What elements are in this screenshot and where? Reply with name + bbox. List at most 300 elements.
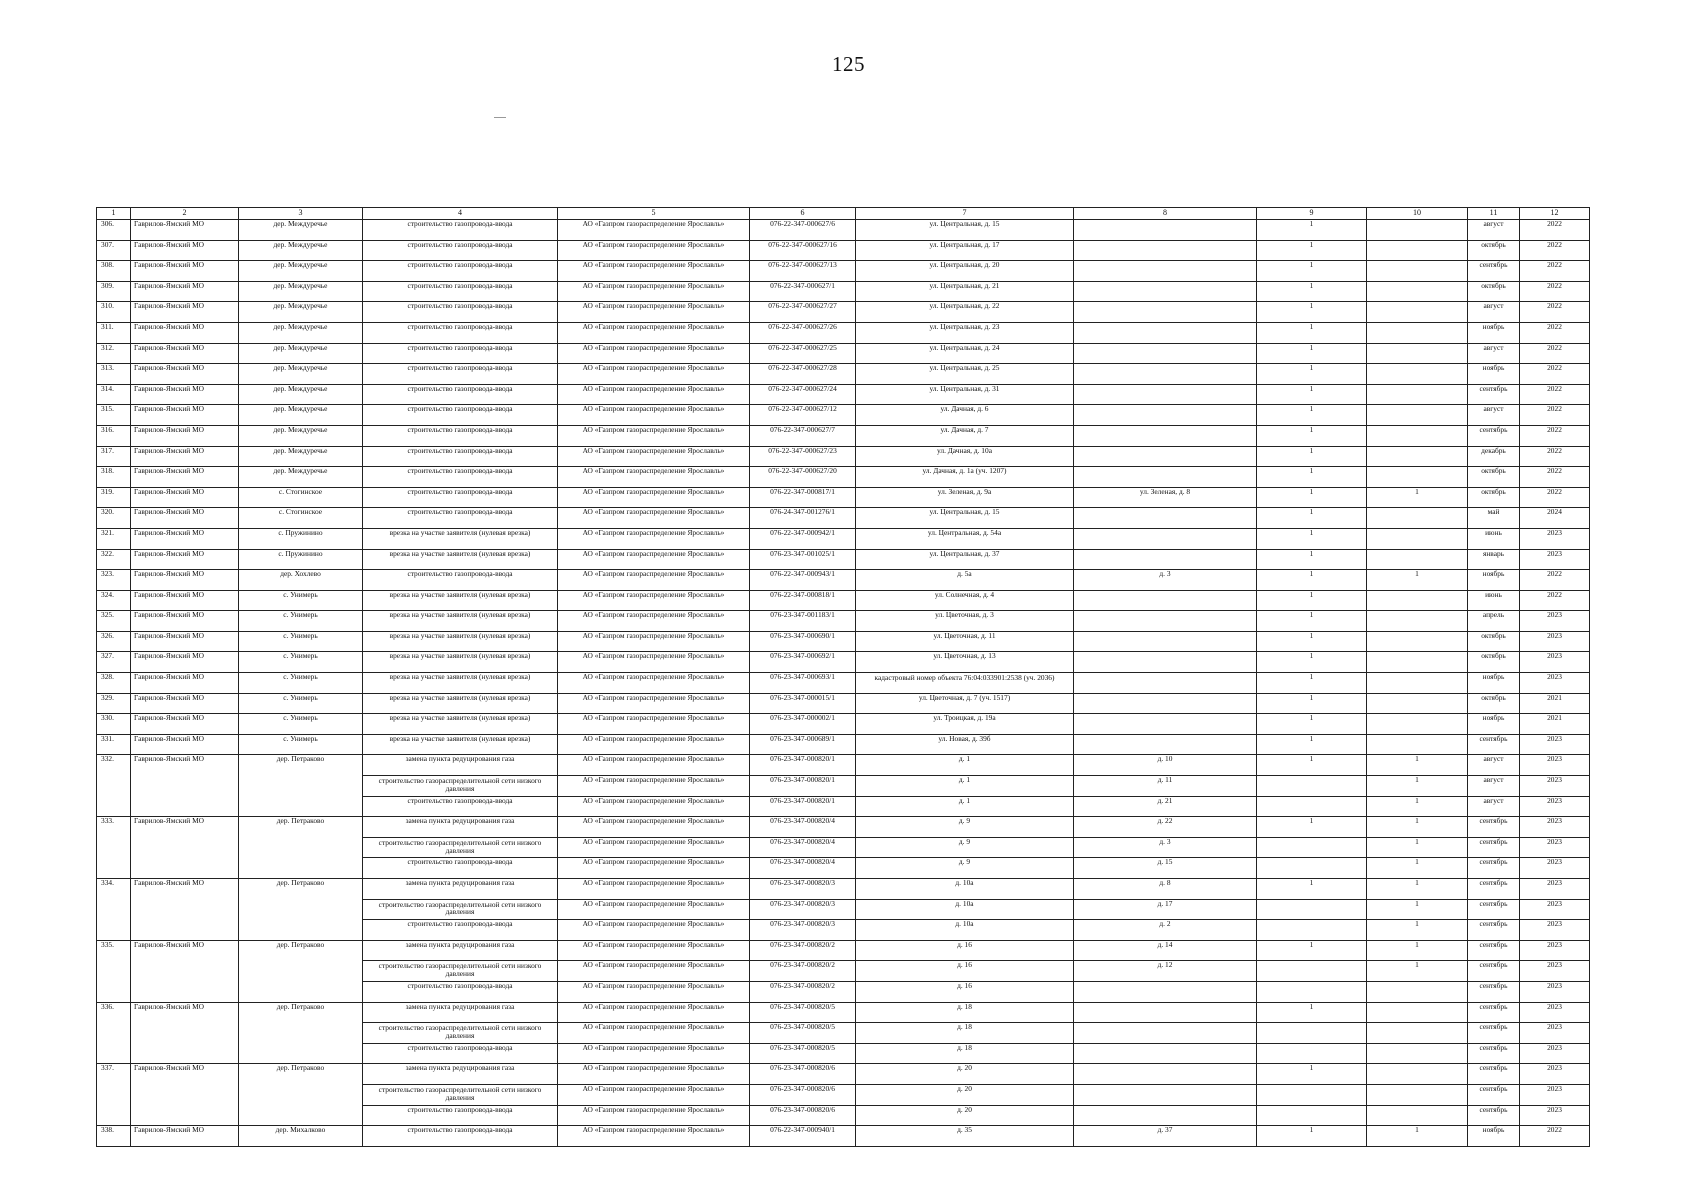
count-col9-cell: 1 bbox=[1257, 879, 1367, 900]
count-col9-cell: 1 bbox=[1257, 508, 1367, 529]
organization-cell: АО «Газпром газораспределение Ярославль» bbox=[558, 920, 750, 941]
settlement-cell: дер. Междуречье bbox=[239, 220, 363, 241]
settlement-cell: дер. Петраково bbox=[239, 755, 363, 776]
table-row bbox=[97, 405, 1590, 426]
year-cell: 2023 bbox=[1520, 817, 1590, 838]
application-code-cell: 076-22-347-000942/1 bbox=[750, 528, 856, 549]
month-cell: октябрь bbox=[1468, 652, 1520, 673]
address-cell: кадастровый номер объекта 76:04:033901:2538 (уч. 2036) bbox=[856, 673, 1074, 694]
work-type-cell: врезка на участке заявителя (нулевая врезка) bbox=[363, 631, 558, 652]
work-type-cell: строительство газопровода-ввода bbox=[363, 508, 558, 529]
month-cell: сентябрь bbox=[1468, 899, 1520, 920]
address-cell: ул. Цветочная, д. 11 bbox=[856, 631, 1074, 652]
year-cell: 2022 bbox=[1520, 302, 1590, 323]
application-code-cell: 076-22-347-000627/13 bbox=[750, 261, 856, 282]
count-col9-cell: 1 bbox=[1257, 755, 1367, 776]
address-secondary-cell: д. 8 bbox=[1074, 879, 1257, 900]
table-row bbox=[97, 570, 1590, 591]
work-type-cell: строительство газопровода-ввода bbox=[363, 364, 558, 385]
count-col10-cell bbox=[1367, 467, 1468, 488]
work-type-cell: строительство газопровода-ввода bbox=[363, 858, 558, 879]
address-cell: д. 18 bbox=[856, 1023, 1074, 1044]
address-secondary-cell: д. 22 bbox=[1074, 817, 1257, 838]
address-cell: д. 18 bbox=[856, 1002, 1074, 1023]
count-col10-cell: 1 bbox=[1367, 776, 1468, 797]
row-number-cell: 335. bbox=[97, 940, 131, 961]
year-cell: 2022 bbox=[1520, 322, 1590, 343]
table-row bbox=[97, 240, 1590, 261]
year-cell: 2023 bbox=[1520, 734, 1590, 755]
address-cell: ул. Троицкая, д. 19а bbox=[856, 714, 1074, 735]
address-secondary-cell: д. 12 bbox=[1074, 961, 1257, 982]
row-number-cell: 306. bbox=[97, 220, 131, 241]
application-code-cell: 076-23-347-000002/1 bbox=[750, 714, 856, 735]
work-type-cell: строительство газопровода-ввода bbox=[363, 467, 558, 488]
year-cell: 2023 bbox=[1520, 776, 1590, 797]
row-number-cell bbox=[97, 899, 131, 920]
address-secondary-cell bbox=[1074, 590, 1257, 611]
month-cell: январь bbox=[1468, 549, 1520, 570]
work-type-cell: строительство газопровода-ввода bbox=[363, 920, 558, 941]
organization-cell: АО «Газпром газораспределение Ярославль» bbox=[558, 1002, 750, 1023]
count-col9-cell: 1 bbox=[1257, 446, 1367, 467]
month-cell: сентябрь bbox=[1468, 940, 1520, 961]
address-secondary-cell bbox=[1074, 631, 1257, 652]
count-col9-cell: 1 bbox=[1257, 1064, 1367, 1085]
address-secondary-cell bbox=[1074, 220, 1257, 241]
application-code-cell: 076-22-347-000627/27 bbox=[750, 302, 856, 323]
application-code-cell: 076-22-347-000627/23 bbox=[750, 446, 856, 467]
address-cell: ул. Дачная, д. 1а (уч. 1207) bbox=[856, 467, 1074, 488]
work-type-cell: строительство газораспределительной сети низкого давления bbox=[363, 961, 558, 982]
address-secondary-cell bbox=[1074, 528, 1257, 549]
application-code-cell: 076-22-347-000818/1 bbox=[750, 590, 856, 611]
row-number-cell: 321. bbox=[97, 528, 131, 549]
month-cell: октябрь bbox=[1468, 281, 1520, 302]
count-col10-cell bbox=[1367, 446, 1468, 467]
count-col9-cell: 1 bbox=[1257, 611, 1367, 632]
address-secondary-cell bbox=[1074, 405, 1257, 426]
work-type-cell: строительство газопровода-ввода bbox=[363, 981, 558, 1002]
count-col10-cell bbox=[1367, 1002, 1468, 1023]
row-number-cell bbox=[97, 981, 131, 1002]
count-col10-cell bbox=[1367, 1043, 1468, 1064]
settlement-cell bbox=[239, 858, 363, 879]
organization-cell: АО «Газпром газораспределение Ярославль» bbox=[558, 1043, 750, 1064]
month-cell: август bbox=[1468, 220, 1520, 241]
organization-cell: АО «Газпром газораспределение Ярославль» bbox=[558, 467, 750, 488]
month-cell: сентябрь bbox=[1468, 384, 1520, 405]
count-col10-cell bbox=[1367, 322, 1468, 343]
table-row bbox=[97, 879, 1590, 900]
settlement-cell: с. Унимерь bbox=[239, 590, 363, 611]
address-secondary-cell bbox=[1074, 281, 1257, 302]
count-col10-cell bbox=[1367, 652, 1468, 673]
count-col10-cell: 1 bbox=[1367, 796, 1468, 817]
address-secondary-cell: д. 21 bbox=[1074, 796, 1257, 817]
row-number-cell: 338. bbox=[97, 1126, 131, 1147]
month-cell: сентябрь bbox=[1468, 1105, 1520, 1126]
address-secondary-cell bbox=[1074, 611, 1257, 632]
municipality-cell bbox=[131, 1084, 239, 1105]
year-cell: 2023 bbox=[1520, 796, 1590, 817]
count-col10-cell bbox=[1367, 549, 1468, 570]
organization-cell: АО «Газпром газораспределение Ярославль» bbox=[558, 590, 750, 611]
header-cell: 7 bbox=[856, 208, 1074, 220]
address-cell: д. 35 bbox=[856, 1126, 1074, 1147]
settlement-cell: дер. Хохлево bbox=[239, 570, 363, 591]
count-col9-cell: 1 bbox=[1257, 220, 1367, 241]
application-code-cell: 076-23-347-000820/2 bbox=[750, 961, 856, 982]
year-cell: 2023 bbox=[1520, 1002, 1590, 1023]
address-cell: д. 9 bbox=[856, 817, 1074, 838]
address-cell: д. 20 bbox=[856, 1064, 1074, 1085]
municipality-cell bbox=[131, 837, 239, 858]
work-type-cell: строительство газопровода-ввода bbox=[363, 240, 558, 261]
application-code-cell: 076-23-347-000820/1 bbox=[750, 776, 856, 797]
year-cell: 2023 bbox=[1520, 879, 1590, 900]
table-row bbox=[97, 714, 1590, 735]
row-number-cell: 316. bbox=[97, 425, 131, 446]
municipality-cell bbox=[131, 858, 239, 879]
address-cell: ул. Центральная, д. 54а bbox=[856, 528, 1074, 549]
table-row bbox=[97, 920, 1590, 941]
count-col9-cell bbox=[1257, 796, 1367, 817]
count-col10-cell bbox=[1367, 1023, 1468, 1044]
work-type-cell: строительство газопровода-ввода bbox=[363, 1126, 558, 1147]
table-row bbox=[97, 837, 1590, 858]
organization-cell: АО «Газпром газораспределение Ярославль» bbox=[558, 858, 750, 879]
work-type-cell: замена пункта редуцирования газа bbox=[363, 940, 558, 961]
table-row bbox=[97, 1002, 1590, 1023]
organization-cell: АО «Газпром газораспределение Ярославль» bbox=[558, 240, 750, 261]
application-code-cell: 076-23-347-000693/1 bbox=[750, 673, 856, 694]
count-col10-cell bbox=[1367, 261, 1468, 282]
row-number-cell: 332. bbox=[97, 755, 131, 776]
year-cell: 2022 bbox=[1520, 220, 1590, 241]
table-row bbox=[97, 220, 1590, 241]
year-cell: 2023 bbox=[1520, 528, 1590, 549]
header-cell: 4 bbox=[363, 208, 558, 220]
settlement-cell: с. Унимерь bbox=[239, 611, 363, 632]
row-number-cell bbox=[97, 858, 131, 879]
organization-cell: АО «Газпром газораспределение Ярославль» bbox=[558, 631, 750, 652]
settlement-cell: дер. Междуречье bbox=[239, 446, 363, 467]
settlement-cell bbox=[239, 837, 363, 858]
address-secondary-cell bbox=[1074, 734, 1257, 755]
table-row bbox=[97, 858, 1590, 879]
table-row bbox=[97, 817, 1590, 838]
table-body bbox=[97, 220, 1590, 1147]
address-cell: д. 18 bbox=[856, 1043, 1074, 1064]
month-cell: сентябрь bbox=[1468, 837, 1520, 858]
month-cell: ноябрь bbox=[1468, 570, 1520, 591]
year-cell: 2023 bbox=[1520, 673, 1590, 694]
month-cell: август bbox=[1468, 796, 1520, 817]
application-code-cell: 076-23-347-000820/6 bbox=[750, 1064, 856, 1085]
work-type-cell: замена пункта редуцирования газа bbox=[363, 817, 558, 838]
address-secondary-cell bbox=[1074, 261, 1257, 282]
address-cell: д. 5а bbox=[856, 570, 1074, 591]
work-type-cell: строительство газопровода-ввода bbox=[363, 405, 558, 426]
year-cell: 2022 bbox=[1520, 425, 1590, 446]
row-number-cell: 325. bbox=[97, 611, 131, 632]
count-col9-cell: 1 bbox=[1257, 364, 1367, 385]
address-secondary-cell bbox=[1074, 1002, 1257, 1023]
address-secondary-cell: д. 15 bbox=[1074, 858, 1257, 879]
municipality-cell: Гаврилов-Ямский МО bbox=[131, 1002, 239, 1023]
row-number-cell: 318. bbox=[97, 467, 131, 488]
row-number-cell: 323. bbox=[97, 570, 131, 591]
count-col10-cell bbox=[1367, 508, 1468, 529]
municipality-cell bbox=[131, 1023, 239, 1044]
address-cell: д. 16 bbox=[856, 981, 1074, 1002]
work-type-cell: строительство газопровода-ввода bbox=[363, 1043, 558, 1064]
address-secondary-cell bbox=[1074, 364, 1257, 385]
scan-mark bbox=[494, 117, 506, 118]
table-row bbox=[97, 631, 1590, 652]
municipality-cell: Гаврилов-Ямский МО bbox=[131, 693, 239, 714]
work-type-cell: строительство газопровода-ввода bbox=[363, 261, 558, 282]
year-cell: 2022 bbox=[1520, 240, 1590, 261]
count-col9-cell bbox=[1257, 858, 1367, 879]
organization-cell: АО «Газпром газораспределение Ярославль» bbox=[558, 879, 750, 900]
municipality-cell: Гаврилов-Ямский МО bbox=[131, 1126, 239, 1147]
work-type-cell: строительство газораспределительной сети низкого давления bbox=[363, 776, 558, 797]
organization-cell: АО «Газпром газораспределение Ярославль» bbox=[558, 446, 750, 467]
municipality-cell: Гаврилов-Ямский МО bbox=[131, 549, 239, 570]
work-type-cell: строительство газопровода-ввода bbox=[363, 220, 558, 241]
month-cell: сентябрь bbox=[1468, 1064, 1520, 1085]
application-code-cell: 076-22-347-000627/16 bbox=[750, 240, 856, 261]
count-col9-cell bbox=[1257, 837, 1367, 858]
table-row bbox=[97, 281, 1590, 302]
count-col9-cell: 1 bbox=[1257, 425, 1367, 446]
row-number-cell bbox=[97, 1043, 131, 1064]
header-row bbox=[97, 208, 1590, 220]
settlement-cell: дер. Междуречье bbox=[239, 405, 363, 426]
table-row bbox=[97, 1084, 1590, 1105]
application-code-cell: 076-23-347-000820/3 bbox=[750, 879, 856, 900]
organization-cell: АО «Газпром газораспределение Ярославль» bbox=[558, 817, 750, 838]
organization-cell: АО «Газпром газораспределение Ярославль» bbox=[558, 343, 750, 364]
work-type-cell: строительство газораспределительной сети низкого давления bbox=[363, 899, 558, 920]
application-code-cell: 076-23-347-000820/3 bbox=[750, 920, 856, 941]
table-row bbox=[97, 302, 1590, 323]
address-secondary-cell bbox=[1074, 693, 1257, 714]
municipality-cell: Гаврилов-Ямский МО bbox=[131, 652, 239, 673]
organization-cell: АО «Газпром газораспределение Ярославль» bbox=[558, 220, 750, 241]
settlement-cell: дер. Междуречье bbox=[239, 384, 363, 405]
gasification-table-wrapper bbox=[96, 207, 1589, 1147]
table-row bbox=[97, 508, 1590, 529]
row-number-cell bbox=[97, 920, 131, 941]
table-row bbox=[97, 1023, 1590, 1044]
municipality-cell: Гаврилов-Ямский МО bbox=[131, 446, 239, 467]
table-row bbox=[97, 1064, 1590, 1085]
count-col9-cell bbox=[1257, 1084, 1367, 1105]
application-code-cell: 076-23-347-001025/1 bbox=[750, 549, 856, 570]
header-cell: 5 bbox=[558, 208, 750, 220]
month-cell: сентябрь bbox=[1468, 961, 1520, 982]
municipality-cell: Гаврилов-Ямский МО bbox=[131, 240, 239, 261]
count-col10-cell bbox=[1367, 220, 1468, 241]
year-cell: 2022 bbox=[1520, 281, 1590, 302]
header-cell: 11 bbox=[1468, 208, 1520, 220]
table-row bbox=[97, 1043, 1590, 1064]
month-cell: сентябрь bbox=[1468, 858, 1520, 879]
count-col10-cell bbox=[1367, 673, 1468, 694]
address-secondary-cell: д. 2 bbox=[1074, 920, 1257, 941]
count-col9-cell: 1 bbox=[1257, 343, 1367, 364]
application-code-cell: 076-23-347-000820/5 bbox=[750, 1043, 856, 1064]
address-cell: ул. Центральная, д. 37 bbox=[856, 549, 1074, 570]
address-cell: д. 10а bbox=[856, 920, 1074, 941]
application-code-cell: 076-23-347-000820/5 bbox=[750, 1002, 856, 1023]
year-cell: 2022 bbox=[1520, 343, 1590, 364]
month-cell: ноябрь bbox=[1468, 322, 1520, 343]
municipality-cell: Гаврилов-Ямский МО bbox=[131, 590, 239, 611]
application-code-cell: 076-23-347-000820/1 bbox=[750, 755, 856, 776]
municipality-cell: Гаврилов-Ямский МО bbox=[131, 817, 239, 838]
count-col9-cell: 1 bbox=[1257, 302, 1367, 323]
address-cell: д. 1 bbox=[856, 796, 1074, 817]
table-row bbox=[97, 693, 1590, 714]
organization-cell: АО «Газпром газораспределение Ярославль» bbox=[558, 302, 750, 323]
count-col10-cell: 1 bbox=[1367, 858, 1468, 879]
year-cell: 2022 bbox=[1520, 570, 1590, 591]
count-col10-cell bbox=[1367, 611, 1468, 632]
organization-cell: АО «Газпром газораспределение Ярославль» bbox=[558, 322, 750, 343]
table-row bbox=[97, 899, 1590, 920]
count-col10-cell: 1 bbox=[1367, 920, 1468, 941]
count-col10-cell bbox=[1367, 714, 1468, 735]
address-secondary-cell bbox=[1074, 549, 1257, 570]
row-number-cell: 324. bbox=[97, 590, 131, 611]
month-cell: сентябрь bbox=[1468, 1002, 1520, 1023]
address-cell: ул. Центральная, д. 23 bbox=[856, 322, 1074, 343]
address-secondary-cell: ул. Зеленая, д. 8 bbox=[1074, 487, 1257, 508]
year-cell: 2022 bbox=[1520, 590, 1590, 611]
row-number-cell: 326. bbox=[97, 631, 131, 652]
table-row bbox=[97, 961, 1590, 982]
settlement-cell: дер. Петраково bbox=[239, 940, 363, 961]
header-cell: 10 bbox=[1367, 208, 1468, 220]
count-col10-cell bbox=[1367, 590, 1468, 611]
row-number-cell: 333. bbox=[97, 817, 131, 838]
count-col9-cell: 1 bbox=[1257, 261, 1367, 282]
settlement-cell: с. Унимерь bbox=[239, 734, 363, 755]
month-cell: сентябрь bbox=[1468, 1043, 1520, 1064]
settlement-cell: с. Унимерь bbox=[239, 693, 363, 714]
municipality-cell bbox=[131, 1105, 239, 1126]
row-number-cell bbox=[97, 1105, 131, 1126]
municipality-cell: Гаврилов-Ямский МО bbox=[131, 487, 239, 508]
address-secondary-cell bbox=[1074, 508, 1257, 529]
row-number-cell bbox=[97, 961, 131, 982]
settlement-cell: с. Унимерь bbox=[239, 652, 363, 673]
year-cell: 2024 bbox=[1520, 508, 1590, 529]
row-number-cell: 319. bbox=[97, 487, 131, 508]
organization-cell: АО «Газпром газораспределение Ярославль» bbox=[558, 384, 750, 405]
settlement-cell: с. Унимерь bbox=[239, 673, 363, 694]
month-cell: сентябрь bbox=[1468, 879, 1520, 900]
count-col10-cell bbox=[1367, 240, 1468, 261]
address-cell: ул. Зеленая, д. 9а bbox=[856, 487, 1074, 508]
page-number: 125 bbox=[832, 52, 865, 76]
month-cell: апрель bbox=[1468, 611, 1520, 632]
settlement-cell: дер. Междуречье bbox=[239, 343, 363, 364]
work-type-cell: строительство газопровода-ввода bbox=[363, 446, 558, 467]
settlement-cell: дер. Михалково bbox=[239, 1126, 363, 1147]
municipality-cell: Гаврилов-Ямский МО bbox=[131, 220, 239, 241]
municipality-cell: Гаврилов-Ямский МО bbox=[131, 322, 239, 343]
row-number-cell: 327. bbox=[97, 652, 131, 673]
month-cell: сентябрь bbox=[1468, 920, 1520, 941]
row-number-cell: 307. bbox=[97, 240, 131, 261]
year-cell: 2022 bbox=[1520, 384, 1590, 405]
count-col9-cell: 1 bbox=[1257, 590, 1367, 611]
address-secondary-cell bbox=[1074, 714, 1257, 735]
row-number-cell: 314. bbox=[97, 384, 131, 405]
count-col9-cell: 1 bbox=[1257, 940, 1367, 961]
count-col9-cell bbox=[1257, 1105, 1367, 1126]
application-code-cell: 076-22-347-000627/1 bbox=[750, 281, 856, 302]
organization-cell: АО «Газпром газораспределение Ярославль» bbox=[558, 899, 750, 920]
municipality-cell bbox=[131, 920, 239, 941]
organization-cell: АО «Газпром газораспределение Ярославль» bbox=[558, 734, 750, 755]
address-secondary-cell bbox=[1074, 240, 1257, 261]
settlement-cell: с. Унимерь bbox=[239, 714, 363, 735]
settlement-cell: дер. Петраково bbox=[239, 1064, 363, 1085]
organization-cell: АО «Газпром газораспределение Ярославль» bbox=[558, 611, 750, 632]
month-cell: декабрь bbox=[1468, 446, 1520, 467]
year-cell: 2023 bbox=[1520, 961, 1590, 982]
header-cell: 1 bbox=[97, 208, 131, 220]
row-number-cell: 329. bbox=[97, 693, 131, 714]
address-cell: д. 1 bbox=[856, 776, 1074, 797]
address-cell: ул. Центральная, д. 24 bbox=[856, 343, 1074, 364]
work-type-cell: замена пункта редуцирования газа bbox=[363, 1002, 558, 1023]
table-row bbox=[97, 487, 1590, 508]
month-cell: август bbox=[1468, 405, 1520, 426]
address-cell: ул. Новая, д. 39б bbox=[856, 734, 1074, 755]
municipality-cell bbox=[131, 961, 239, 982]
month-cell: октябрь bbox=[1468, 631, 1520, 652]
organization-cell: АО «Газпром газораспределение Ярославль» bbox=[558, 693, 750, 714]
work-type-cell: врезка на участке заявителя (нулевая врезка) bbox=[363, 714, 558, 735]
year-cell: 2023 bbox=[1520, 549, 1590, 570]
settlement-cell: дер. Петраково bbox=[239, 817, 363, 838]
settlement-cell: дер. Междуречье bbox=[239, 467, 363, 488]
year-cell: 2022 bbox=[1520, 467, 1590, 488]
address-secondary-cell bbox=[1074, 652, 1257, 673]
year-cell: 2023 bbox=[1520, 920, 1590, 941]
address-secondary-cell: д. 14 bbox=[1074, 940, 1257, 961]
month-cell: август bbox=[1468, 302, 1520, 323]
municipality-cell: Гаврилов-Ямский МО bbox=[131, 281, 239, 302]
row-number-cell bbox=[97, 837, 131, 858]
application-code-cell: 076-23-347-000692/1 bbox=[750, 652, 856, 673]
count-col9-cell bbox=[1257, 776, 1367, 797]
application-code-cell: 076-23-347-000689/1 bbox=[750, 734, 856, 755]
organization-cell: АО «Газпром газораспределение Ярославль» bbox=[558, 652, 750, 673]
organization-cell: АО «Газпром газораспределение Ярославль» bbox=[558, 364, 750, 385]
organization-cell: АО «Газпром газораспределение Ярославль» bbox=[558, 1126, 750, 1147]
table-row bbox=[97, 343, 1590, 364]
application-code-cell: 076-22-347-000627/20 bbox=[750, 467, 856, 488]
organization-cell: АО «Газпром газораспределение Ярославль» bbox=[558, 281, 750, 302]
